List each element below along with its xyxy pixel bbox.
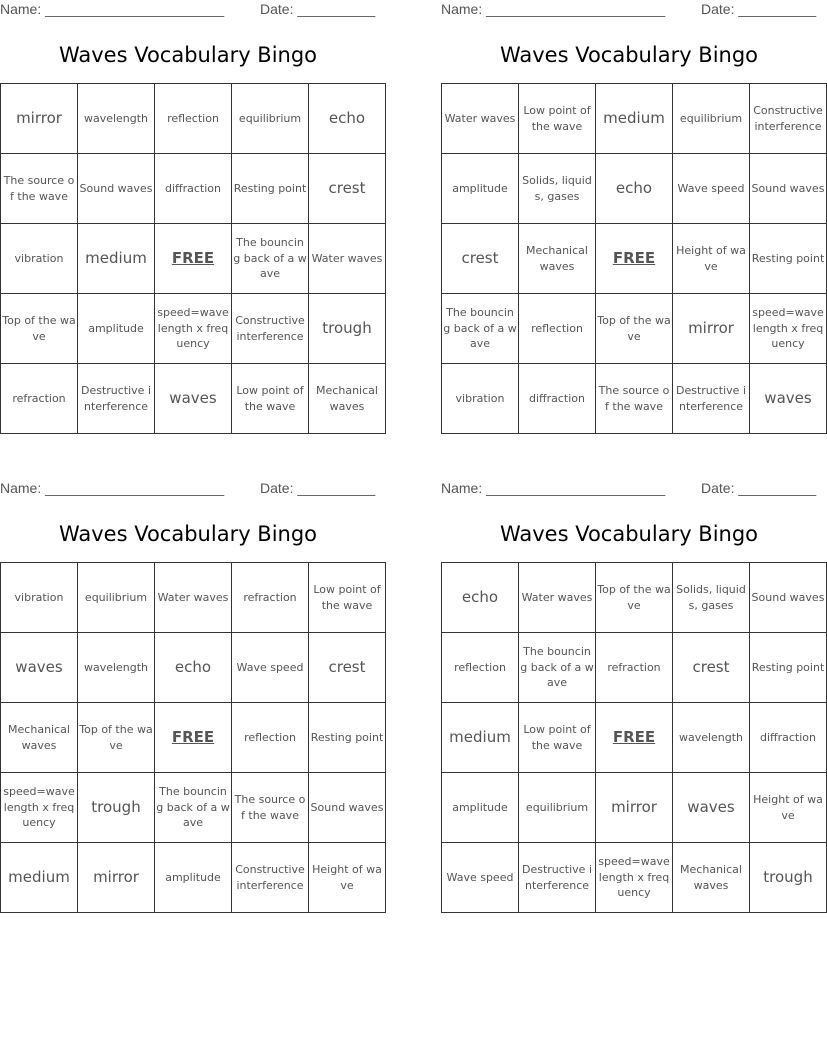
bingo-cell: Low point of the wave — [519, 84, 596, 154]
card-title: Waves Vocabulary Bingo — [58, 522, 318, 546]
name-date-row — [0, 480, 376, 500]
bingo-cell: Mechanical waves — [309, 364, 386, 434]
bingo-cell: The bouncing back of a wave — [155, 773, 232, 843]
name-date-row — [0, 1, 376, 21]
bingo-cell: speed=wavelength x frequency — [596, 843, 673, 913]
bingo-cell: trough — [750, 843, 827, 913]
bingo-cell: Top of the wave — [78, 703, 155, 773]
bingo-cell: medium — [1, 843, 78, 913]
bingo-cell: vibration — [1, 563, 78, 633]
bingo-cell: diffraction — [519, 364, 596, 434]
bingo-cell: Mechanical waves — [673, 843, 750, 913]
bingo-cell: Water waves — [309, 224, 386, 294]
bingo-cell: Wave speed — [232, 633, 309, 703]
bingo-cell: waves — [673, 773, 750, 843]
bingo-cell: Solids, liquids, gases — [673, 563, 750, 633]
bingo-cell: refraction — [1, 364, 78, 434]
bingo-cell: speed=wavelength x frequency — [155, 294, 232, 364]
bingo-cell: refraction — [596, 633, 673, 703]
bingo-cell: reflection — [519, 294, 596, 364]
bingo-cell: Sound waves — [750, 563, 827, 633]
bingo-cell: medium — [78, 224, 155, 294]
bingo-cell: mirror — [673, 294, 750, 364]
bingo-cell: vibration — [442, 364, 519, 434]
bingo-grid — [441, 562, 827, 913]
free-space: FREE — [155, 703, 232, 773]
name-field: Name: _______________________ — [0, 480, 225, 496]
bingo-cell: The source of the wave — [596, 364, 673, 434]
card-title: Waves Vocabulary Bingo — [499, 43, 759, 67]
bingo-cell: Resting point — [750, 633, 827, 703]
bingo-cell: trough — [78, 773, 155, 843]
bingo-cell: reflection — [232, 703, 309, 773]
bingo-cell: reflection — [155, 84, 232, 154]
bingo-cell: diffraction — [155, 154, 232, 224]
bingo-cell: speed=wavelength x frequency — [1, 773, 78, 843]
bingo-cell: Resting point — [309, 703, 386, 773]
bingo-cell: Constructive interference — [232, 843, 309, 913]
bingo-cell: Low point of the wave — [519, 703, 596, 773]
bingo-cell: amplitude — [442, 154, 519, 224]
bingo-cell: Sound waves — [309, 773, 386, 843]
bingo-cell: Water waves — [519, 563, 596, 633]
card-title: Waves Vocabulary Bingo — [58, 43, 318, 67]
bingo-cell: echo — [442, 563, 519, 633]
bingo-cell: speed=wavelength x frequency — [750, 294, 827, 364]
name-field: Name: _______________________ — [0, 1, 225, 17]
bingo-cell: waves — [1, 633, 78, 703]
bingo-cell: wavelength — [78, 84, 155, 154]
bingo-cell: amplitude — [78, 294, 155, 364]
bingo-cell: medium — [442, 703, 519, 773]
date-field: Date: __________ — [260, 480, 376, 496]
bingo-cell: The bouncing back of a wave — [232, 224, 309, 294]
free-space: FREE — [155, 224, 232, 294]
bingo-cell: Low point of the wave — [232, 364, 309, 434]
bingo-cell: Water waves — [442, 84, 519, 154]
date-field: Date: __________ — [701, 480, 817, 496]
bingo-cell: medium — [596, 84, 673, 154]
bingo-cell: Destructive interference — [519, 843, 596, 913]
bingo-cell: Constructive interference — [750, 84, 827, 154]
name-date-row — [441, 1, 817, 21]
bingo-cell: Resting point — [232, 154, 309, 224]
bingo-cell: Water waves — [155, 563, 232, 633]
bingo-cell: mirror — [78, 843, 155, 913]
bingo-cell: Destructive interference — [78, 364, 155, 434]
bingo-cell: crest — [309, 154, 386, 224]
bingo-cell: Destructive interference — [673, 364, 750, 434]
bingo-cell: Sound waves — [78, 154, 155, 224]
bingo-cell: Top of the wave — [1, 294, 78, 364]
bingo-cell: Resting point — [750, 224, 827, 294]
bingo-cell: Wave speed — [442, 843, 519, 913]
bingo-cell: The source of the wave — [1, 154, 78, 224]
bingo-card-1 — [0, 0, 383, 440]
bingo-cell: Constructive interference — [232, 294, 309, 364]
bingo-card-3 — [0, 479, 384, 919]
bingo-cell: Wave speed — [673, 154, 750, 224]
bingo-grid — [0, 562, 386, 913]
bingo-cell: amplitude — [442, 773, 519, 843]
bingo-cell: equilibrium — [519, 773, 596, 843]
name-date-row — [441, 480, 817, 500]
bingo-cell: waves — [750, 364, 827, 434]
name-field: Name: _______________________ — [441, 480, 666, 496]
bingo-cell: crest — [673, 633, 750, 703]
card-title: Waves Vocabulary Bingo — [499, 522, 759, 546]
bingo-cell: The bouncing back of a wave — [442, 294, 519, 364]
bingo-cell: amplitude — [155, 843, 232, 913]
bingo-cell: wavelength — [78, 633, 155, 703]
bingo-cell: mirror — [596, 773, 673, 843]
bingo-cell: echo — [596, 154, 673, 224]
bingo-card-4 — [441, 479, 825, 919]
bingo-cell: diffraction — [750, 703, 827, 773]
date-field: Date: __________ — [260, 1, 376, 17]
bingo-cell: Top of the wave — [596, 294, 673, 364]
bingo-cell: Low point of the wave — [309, 563, 386, 633]
bingo-cell: Height of wave — [750, 773, 827, 843]
bingo-cell: The bouncing back of a wave — [519, 633, 596, 703]
bingo-cell: The source of the wave — [232, 773, 309, 843]
bingo-grid — [441, 83, 827, 434]
name-field: Name: _______________________ — [441, 1, 666, 17]
date-field: Date: __________ — [701, 1, 817, 17]
bingo-cell: Sound waves — [750, 154, 827, 224]
bingo-cell: Mechanical waves — [519, 224, 596, 294]
bingo-cell: mirror — [1, 84, 78, 154]
bingo-cell: vibration — [1, 224, 78, 294]
bingo-cell: reflection — [442, 633, 519, 703]
bingo-cell: echo — [309, 84, 386, 154]
bingo-cell: Height of wave — [673, 224, 750, 294]
bingo-cell: Solids, liquids, gases — [519, 154, 596, 224]
bingo-cell: Height of wave — [309, 843, 386, 913]
bingo-cell: crest — [309, 633, 386, 703]
free-space: FREE — [596, 224, 673, 294]
bingo-cell: waves — [155, 364, 232, 434]
bingo-cell: equilibrium — [78, 563, 155, 633]
bingo-cell: trough — [309, 294, 386, 364]
free-space: FREE — [596, 703, 673, 773]
bingo-cell: crest — [442, 224, 519, 294]
bingo-cell: equilibrium — [673, 84, 750, 154]
bingo-cell: Top of the wave — [596, 563, 673, 633]
bingo-cell: Mechanical waves — [1, 703, 78, 773]
bingo-grid — [0, 83, 386, 434]
bingo-cell: echo — [155, 633, 232, 703]
bingo-cell: equilibrium — [232, 84, 309, 154]
bingo-card-2 — [441, 0, 825, 440]
bingo-cell: wavelength — [673, 703, 750, 773]
bingo-cell: refraction — [232, 563, 309, 633]
